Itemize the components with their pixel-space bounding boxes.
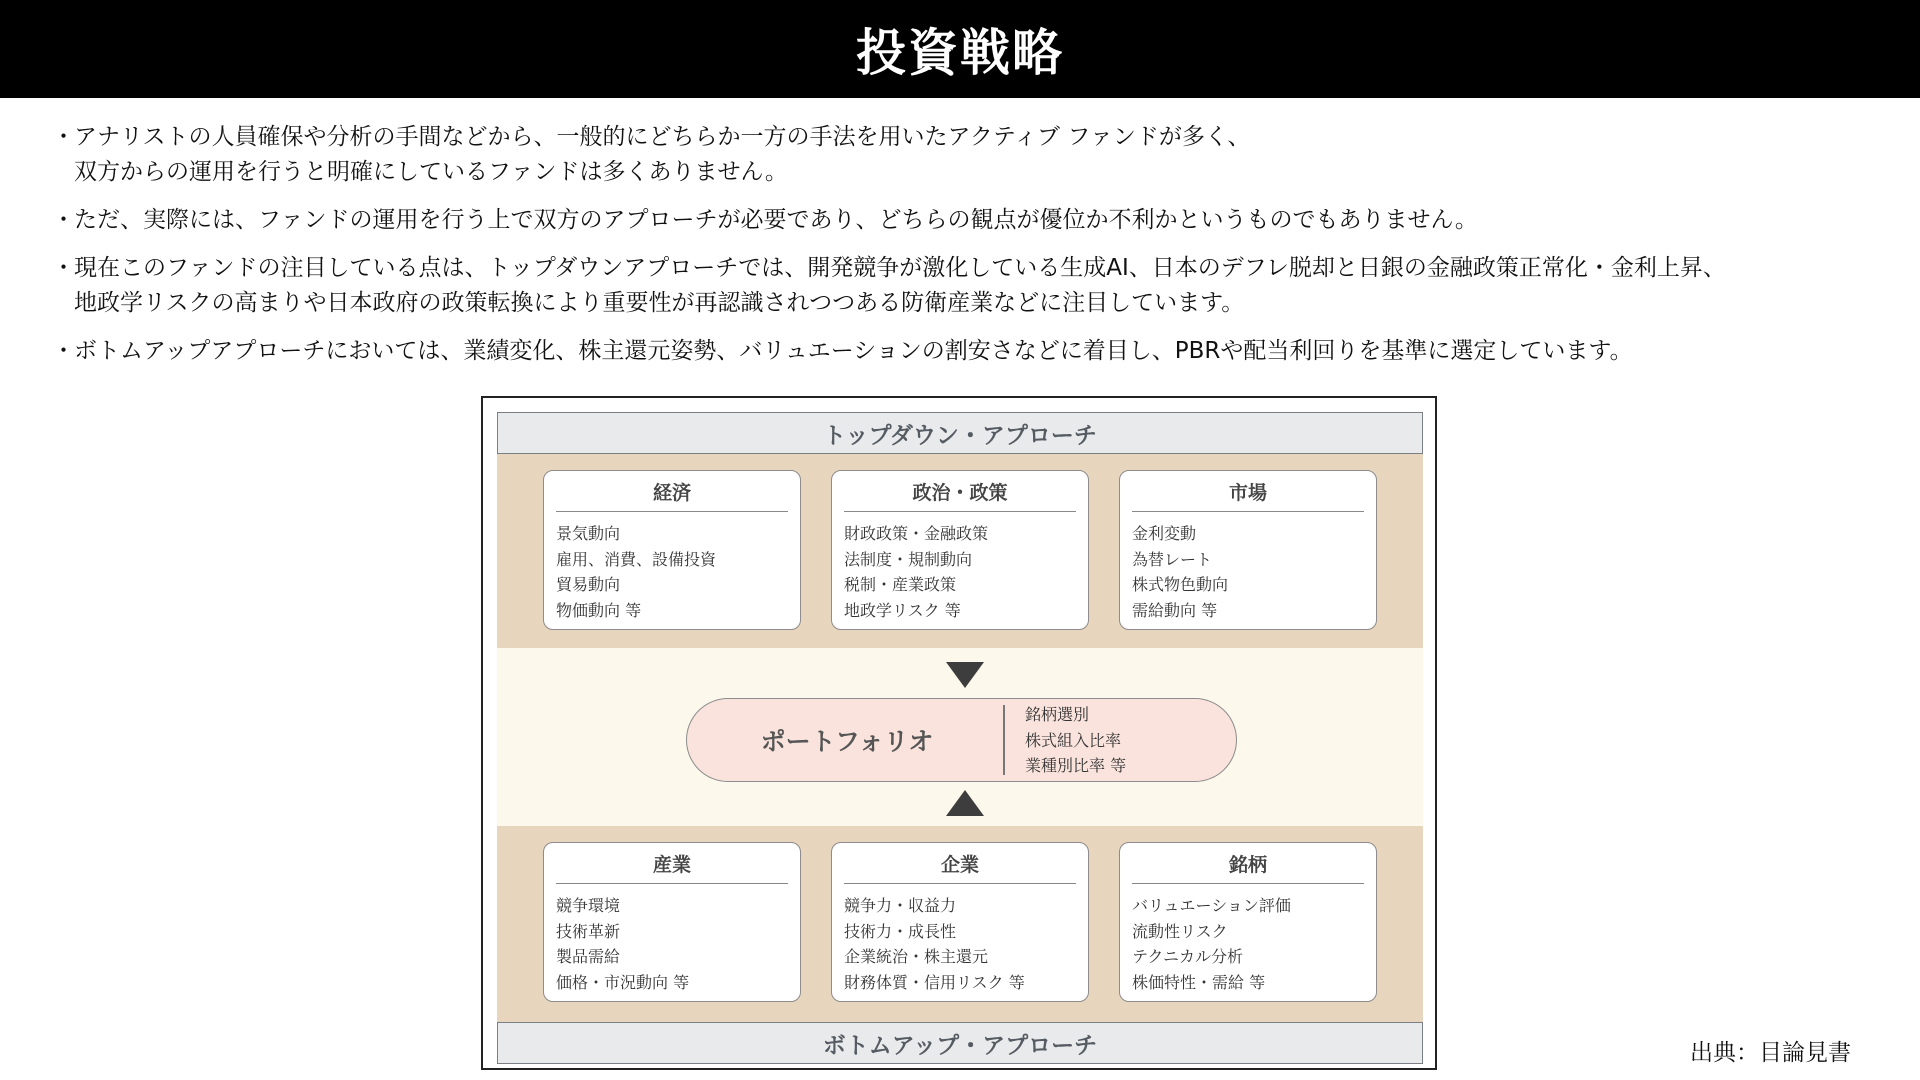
arrow-up-icon bbox=[946, 790, 984, 816]
card-item: 法制度・規制動向 bbox=[844, 549, 973, 569]
card-items bbox=[1132, 893, 1291, 995]
card-item: 財政政策・金融政策 bbox=[844, 524, 989, 543]
card-item: 技術革新 bbox=[556, 921, 621, 941]
source-note: 出典：目論見書 bbox=[1690, 1040, 1851, 1066]
bottom-up-zone bbox=[497, 826, 1423, 1022]
card-items bbox=[1132, 521, 1228, 623]
portfolio-item: 業種別比率 等 bbox=[1025, 756, 1127, 775]
card-item: 競争環境 bbox=[556, 896, 621, 915]
top-down-band: トップダウン・アプローチ bbox=[497, 412, 1423, 454]
bullet-item bbox=[52, 203, 1882, 238]
portfolio-item: 銘柄選別 bbox=[1025, 705, 1090, 724]
card-item: 競争力・収益力 bbox=[844, 896, 957, 915]
bullet-marker: ・ bbox=[52, 124, 75, 150]
portfolio-label: ポートフォリオ bbox=[760, 726, 934, 756]
card-industry bbox=[543, 842, 801, 1002]
arrow-down-icon bbox=[946, 662, 984, 688]
bullet-item bbox=[52, 251, 1882, 321]
card-item: 株式物色動向 bbox=[1132, 575, 1229, 594]
card-item: 製品需給 bbox=[556, 947, 621, 966]
portfolio-divider bbox=[1003, 705, 1005, 775]
card-item: 株価特性・需給 等 bbox=[1132, 972, 1266, 992]
bullet-list bbox=[52, 120, 1882, 382]
card-stock bbox=[1119, 842, 1377, 1002]
bullet-text: ただ、実際には、ファンドの運用を行う上で双方のアプローチが必要であり、どちらの観点が優位か不利かというものでもありません。 bbox=[74, 207, 1478, 233]
bottom-up-band: ボトムアップ・アプローチ bbox=[497, 1022, 1423, 1064]
approach-diagram bbox=[481, 396, 1437, 1070]
title-bar bbox=[0, 0, 1920, 98]
bullet-marker: ・ bbox=[52, 338, 75, 364]
bullet-item bbox=[52, 334, 1882, 369]
card-title: 経済 bbox=[556, 479, 788, 512]
card-items bbox=[556, 521, 716, 623]
card-item: 価格・市況動向 等 bbox=[556, 972, 690, 992]
card-title: 企業 bbox=[844, 851, 1076, 884]
card-item: 景気動向 bbox=[556, 524, 621, 543]
card-title: 市場 bbox=[1132, 479, 1364, 512]
card-item: テクニカル分析 bbox=[1132, 947, 1244, 966]
bullet-text: 現在このファンドの注目している点は、トップダウンアプローチでは、開発競争が激化している生成AI、日本のデフレ脱却と日銀の金融政策正常化・金利上昇、 地政学リスクの高まりや日本政府の政策転換により重要性が再認識されつつある防衛産業などに注目しています。 bbox=[74, 255, 1726, 316]
card-item: 貿易動向 bbox=[556, 575, 621, 594]
card-item: 物価動向 等 bbox=[556, 600, 642, 620]
card-title: 産業 bbox=[556, 851, 788, 884]
card-item: 金利変動 bbox=[1132, 524, 1197, 543]
card-title: 銘柄 bbox=[1132, 851, 1364, 884]
page-title: 投資戦略 bbox=[856, 24, 1064, 82]
card-item: 企業統治・株主還元 bbox=[844, 947, 989, 966]
card-items bbox=[844, 893, 1025, 995]
bullet-marker: ・ bbox=[52, 207, 75, 233]
card-item: バリュエーション評価 bbox=[1132, 896, 1291, 915]
card-item: 財務体質・信用リスク 等 bbox=[844, 972, 1025, 992]
card-item: 需給動向 等 bbox=[1132, 600, 1218, 620]
portfolio-items bbox=[1025, 702, 1126, 779]
card-item: 為替レート bbox=[1132, 549, 1213, 569]
top-down-zone bbox=[497, 454, 1423, 648]
bullet-text: アナリストの人員確保や分析の手間などから、一般的にどちらか一方の手法を用いたアクティブ ファンドが多く、 双方からの運用を行うと明確にしているファンドは多くありません。 bbox=[74, 124, 1251, 185]
bullet-marker: ・ bbox=[52, 255, 75, 281]
card-items bbox=[556, 893, 689, 995]
card-economy bbox=[543, 470, 801, 630]
bullet-text: ボトムアップアプローチにおいては、業績変化、株主還元姿勢、バリュエーションの割安さなどに着目し、PBRや配当利回りを基準に選定しています。 bbox=[74, 338, 1633, 364]
card-items bbox=[844, 521, 988, 623]
card-item: 技術力・成長性 bbox=[844, 921, 957, 941]
card-politics bbox=[831, 470, 1089, 630]
portfolio-item: 株式組入比率 bbox=[1025, 730, 1122, 750]
card-company bbox=[831, 842, 1089, 1002]
card-item: 雇用、消費、設備投資 bbox=[556, 549, 717, 569]
card-item: 地政学リスク 等 bbox=[844, 600, 961, 620]
portfolio-box bbox=[686, 698, 1237, 782]
card-market bbox=[1119, 470, 1377, 630]
card-item: 流動性リスク bbox=[1132, 921, 1228, 941]
card-item: 税制・産業政策 bbox=[844, 575, 957, 594]
card-title: 政治・政策 bbox=[844, 479, 1076, 512]
bullet-item bbox=[52, 120, 1882, 190]
